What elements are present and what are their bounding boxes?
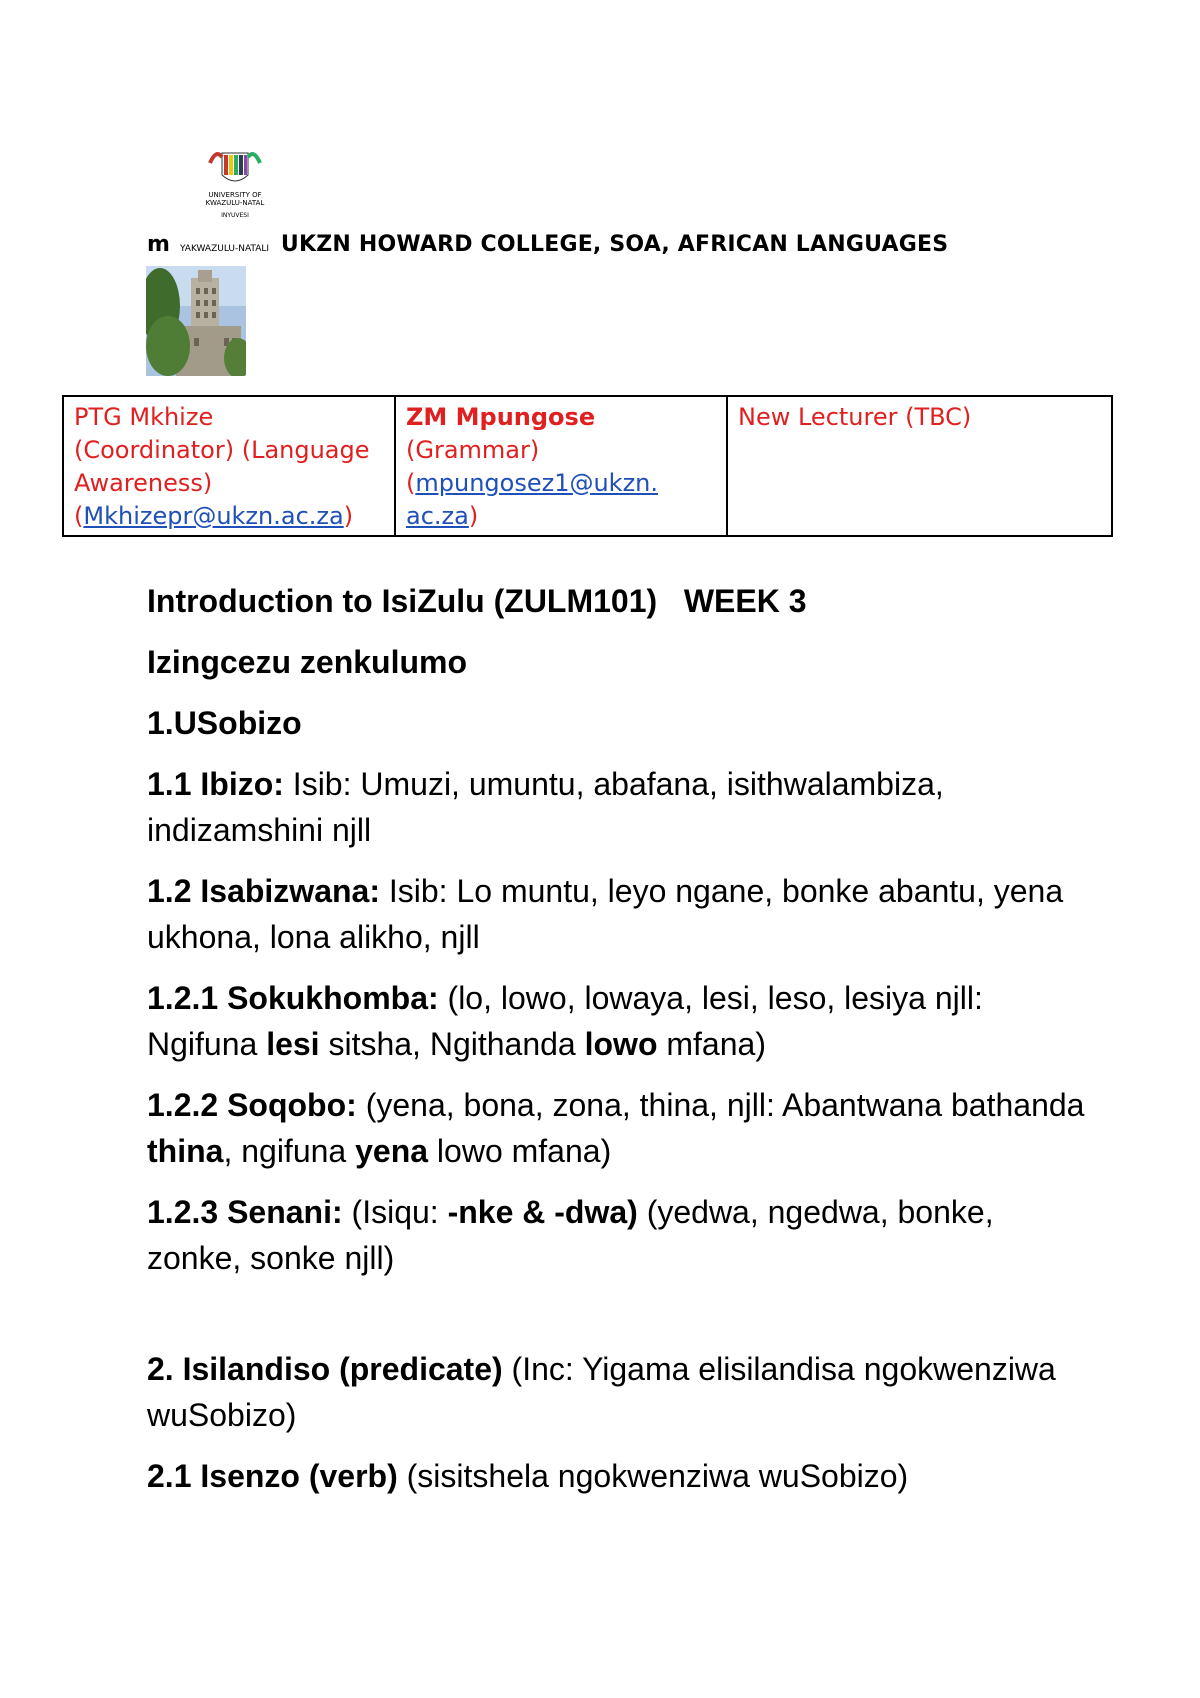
- staff-email-line: (Mkhizepr@ukzn.ac.za): [74, 502, 354, 530]
- staff-role: (Coordinator) (Language: [74, 436, 370, 464]
- section-1-1: 1.1 Ibizo: Isib: Umuzi, umuntu, abafana, isithwalambiza, indizamshini njll: [147, 766, 944, 848]
- section-1-2: 1.2 Isabizwana: Isib: Lo muntu, leyo ngane, bonke abantu, yena ukhona, lona alikho, njll: [147, 873, 1064, 955]
- staff-email-line: (mpungosez1@ukzn.: [406, 469, 659, 497]
- header-title: UKZN HOWARD COLLEGE, SOA, AFRICAN LANGUAGES: [280, 232, 949, 257]
- logo-subtext: YAKWAZULU-NATALI: [179, 244, 270, 254]
- staff-name: New Lecturer (TBC): [738, 403, 972, 431]
- svg-text:KWAZULU-NATAL: KWAZULU-NATAL: [205, 199, 265, 207]
- section-2-1: 2.1 Isenzo (verb) (sisitshela ngokwenziwa wuSobizo): [147, 1458, 909, 1494]
- svg-text:UNIVERSITY OF: UNIVERSITY OF: [208, 191, 262, 199]
- staff-table: [62, 395, 1113, 537]
- section-1-2-3: 1.2.3 Senani: (Isiqu: -nke & -dwa) (yedwa, ngedwa, bonke, zonke, sonke njll): [147, 1194, 994, 1276]
- staff-role: (Grammar): [406, 436, 540, 464]
- university-logo: [190, 145, 280, 230]
- staff-name: PTG Mkhize: [74, 403, 214, 431]
- section-1-2-1: 1.2.1 Sokukhomba: (lo, lowo, lowaya, lesi, leso, lesiya njll: Ngifuna lesi sitsha, Ngithanda lowo mfana): [147, 980, 983, 1062]
- staff-cell-coordinator: [63, 396, 395, 536]
- staff-email-line-cont: ac.za): [406, 502, 479, 530]
- staff-cell-new: [727, 396, 1112, 536]
- svg-text:INYUVESI: INYUVESI: [221, 212, 249, 219]
- spacer: [147, 1296, 1087, 1346]
- email-link[interactable]: mpungosez1@ukzn.: [415, 469, 659, 497]
- campus-photo: [146, 266, 246, 376]
- section-heading: 1.USobizo: [147, 705, 302, 741]
- staff-name: ZM Mpungose: [406, 403, 596, 431]
- doc-subtitle: Izingcezu zenkulumo: [147, 644, 468, 680]
- header-prefix: m: [147, 232, 171, 257]
- doc-title: Introduction to IsiZulu (ZULM101) WEEK 3: [147, 583, 807, 619]
- header-line: [147, 232, 948, 257]
- crest-icon: [210, 153, 260, 181]
- email-link[interactable]: Mkhizepr@ukzn.ac.za: [83, 502, 344, 530]
- staff-cell-grammar: [395, 396, 727, 536]
- email-link-cont[interactable]: ac.za: [406, 502, 469, 530]
- section-2: 2. Isilandiso (predicate) (Inc: Yigama elisilandisa ngokwenziwa wuSobizo): [147, 1351, 1056, 1433]
- section-1-2-2: 1.2.2 Soqobo: (yena, bona, zona, thina, njll: Abantwana bathanda thina, ngifuna yena lowo mfana): [147, 1087, 1085, 1169]
- staff-role-cont: Awareness): [74, 469, 213, 497]
- document-body: [147, 578, 1087, 1514]
